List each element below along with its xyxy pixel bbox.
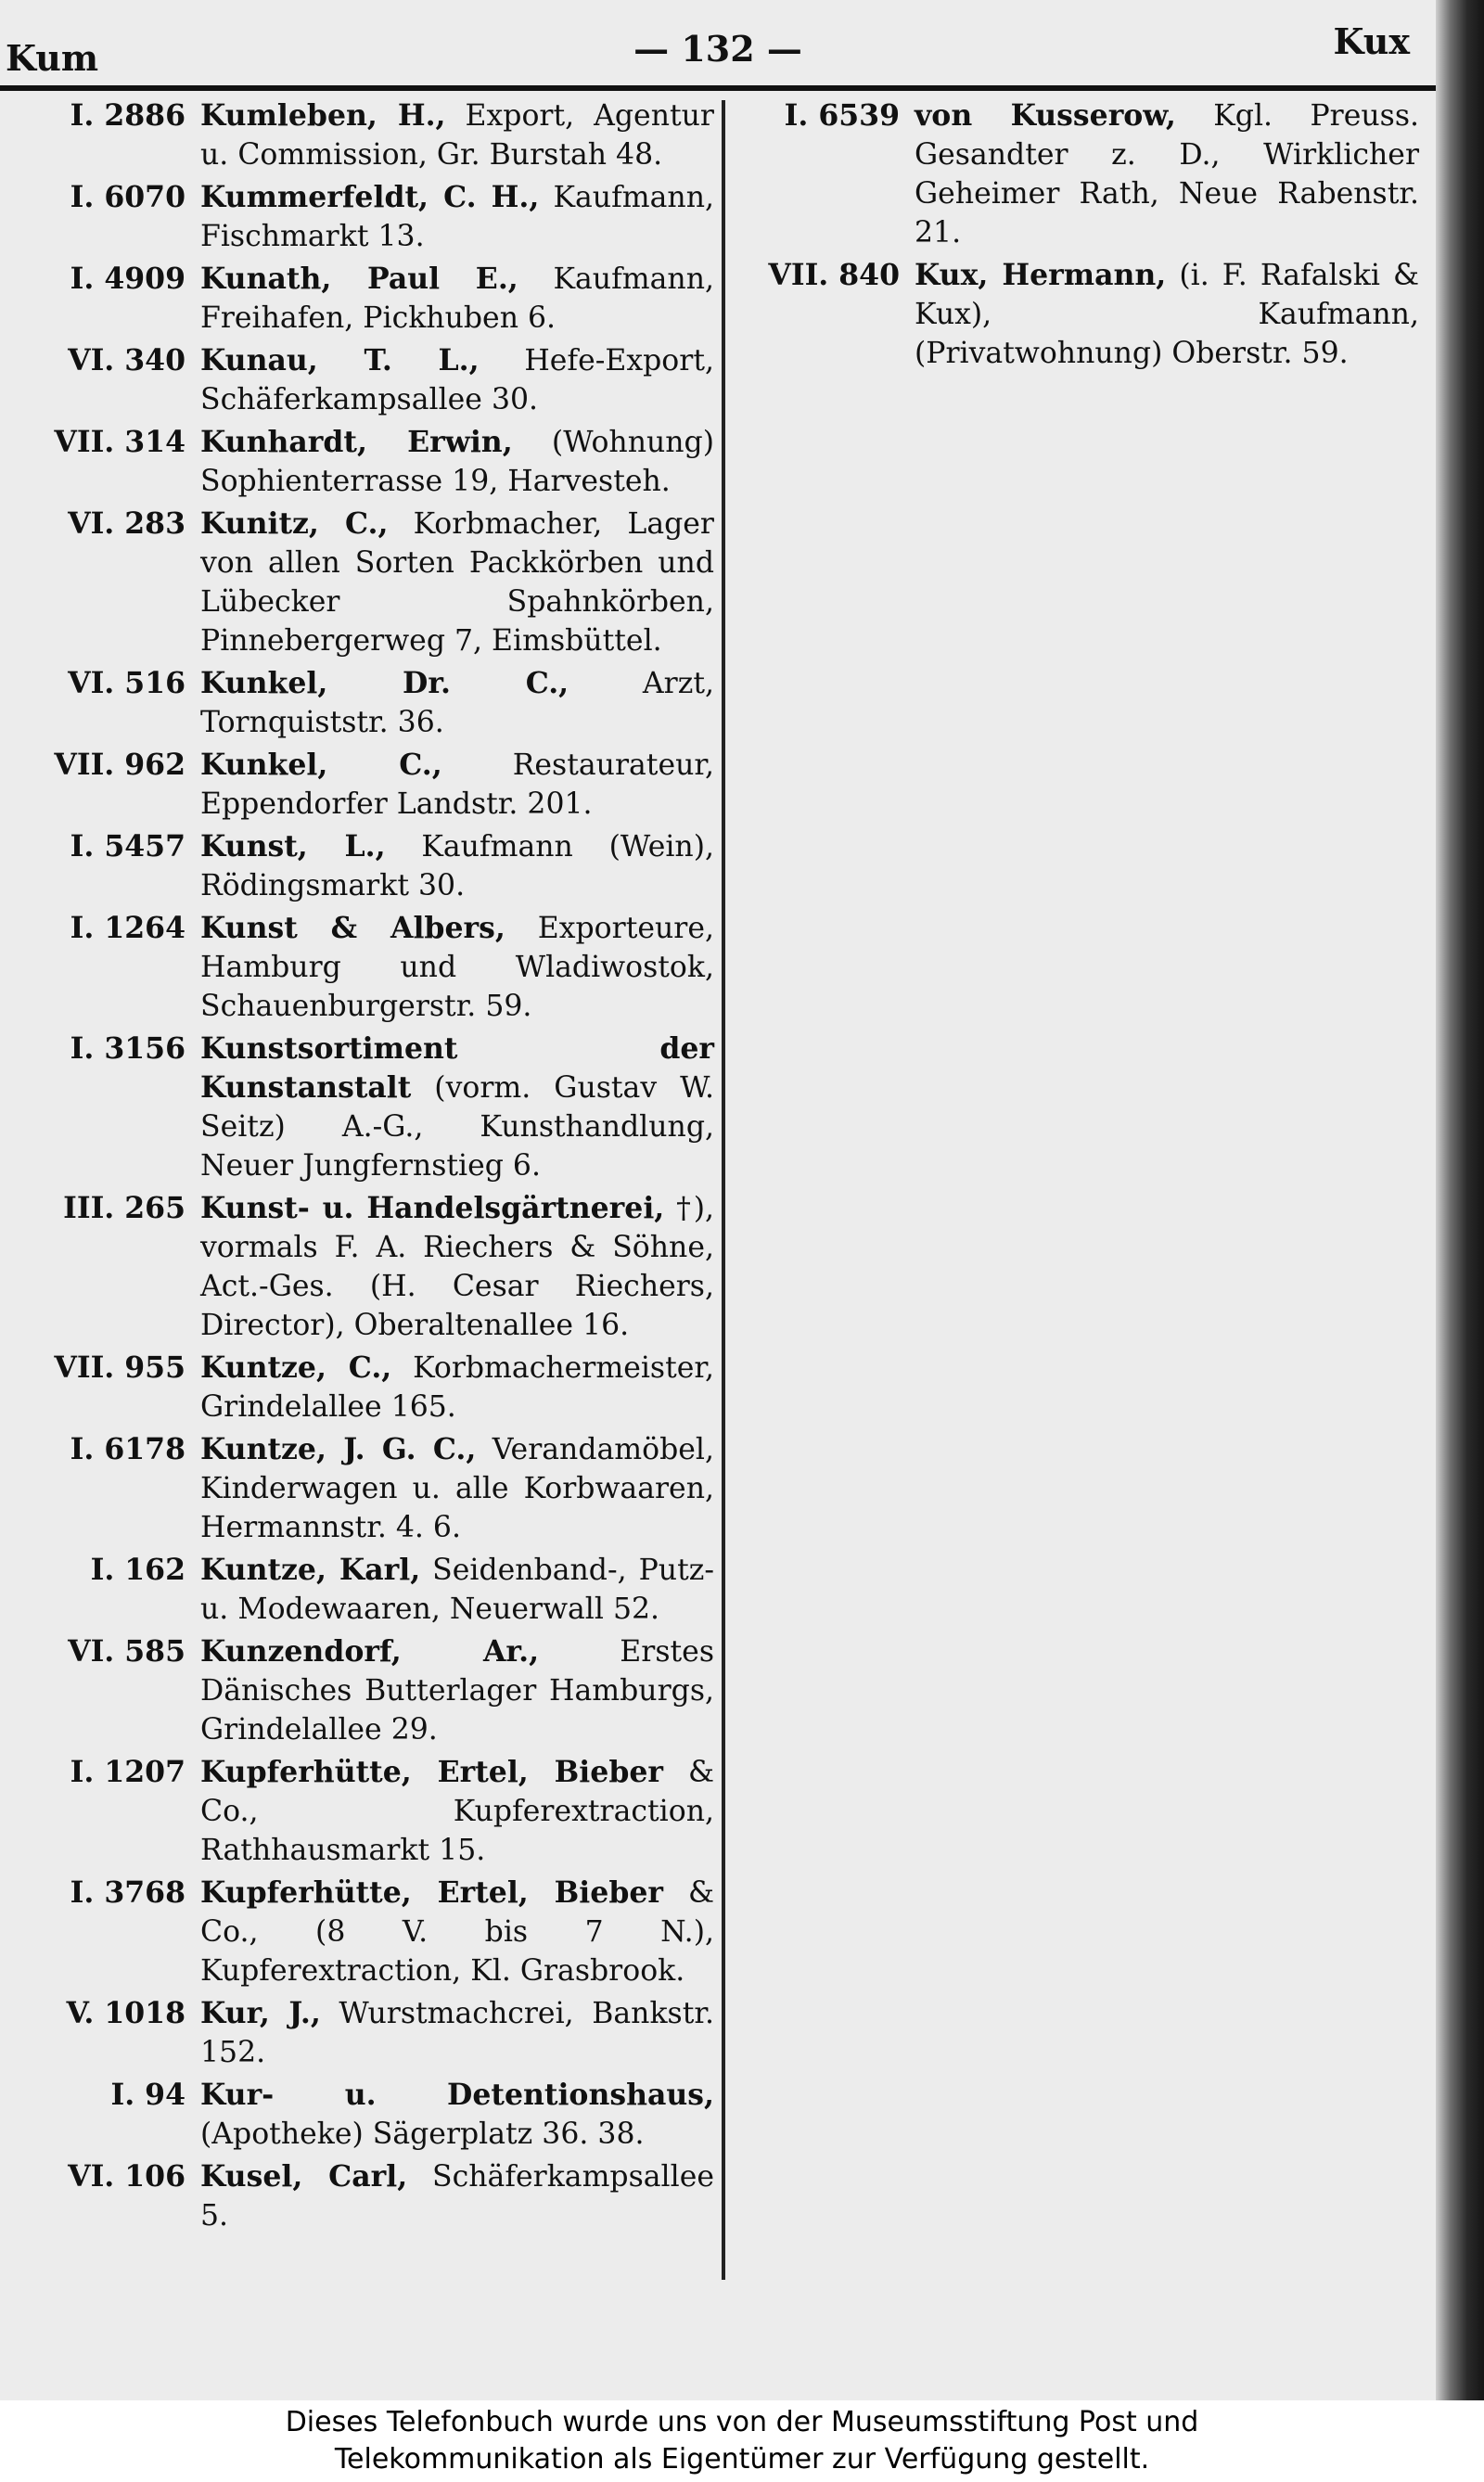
footer-line-2: Telekommunikation als Eigentümer zur Verfügung gestellt. — [334, 2443, 1150, 2476]
entry-body — [200, 909, 714, 1026]
entry-details: Exporteure, Hamburg und Wladiwostok, Schauenburgerstr. 59. — [200, 912, 714, 1023]
directory-entry — [0, 1753, 714, 1870]
directory-entry — [0, 341, 714, 419]
entry-details: (vorm. Gustav W. Seitz) A.-G., Kunsthandlung, Neuer Jungfernstieg 6. — [200, 1071, 714, 1183]
entry-body — [915, 256, 1419, 373]
phone-number: I. 162 — [90, 1553, 186, 1587]
directory-entry — [0, 2076, 714, 2154]
phone-number: III. 265 — [63, 1191, 186, 1225]
entry-details: †), vormals F. A. Riechers & Söhne, Act.-Ges. (H. Cesar Riechers, Director), Oberaltenallee 16. — [200, 1192, 714, 1342]
entry-name: Kunzendorf, Ar., — [200, 1634, 540, 1669]
directory-entry — [0, 746, 714, 824]
entry-body — [200, 1189, 714, 1345]
entry-body — [200, 178, 714, 256]
header-left-keyword: Kum — [6, 37, 99, 79]
phone-number: VI. 106 — [68, 2159, 186, 2194]
entry-name: Kuntze, J. G. C., — [200, 1432, 477, 1466]
directory-entry — [0, 505, 714, 660]
entry-details: Kaufmann, Fischmarkt 13. — [200, 181, 714, 253]
entry-body — [200, 96, 714, 174]
entry-name: Kunst, L., — [200, 829, 386, 864]
page-header — [0, 20, 1436, 85]
entry-body — [200, 2076, 714, 2154]
entry-name: Kux, Hermann, — [915, 258, 1167, 292]
directory-entry — [0, 1189, 714, 1345]
directory-entry — [0, 96, 714, 174]
phone-number: I. 1264 — [70, 911, 186, 945]
directory-entry — [0, 423, 714, 501]
entry-name: Kur, J., — [200, 1996, 321, 2030]
directory-entry — [0, 260, 714, 338]
directory-entry — [0, 827, 714, 905]
entry-name: Kupferhütte, Ertel, Bieber — [200, 1755, 663, 1789]
phone-number: VII. 840 — [768, 258, 900, 292]
page-edge-shadow — [1436, 0, 1484, 2400]
footer-notice — [0, 2400, 1484, 2482]
entry-body — [200, 1874, 714, 1990]
entry-details: Verandamöbel, Kinderwagen u. alle Korbwaaren, Hermannstr. 4. 6. — [200, 1433, 714, 1544]
entry-name: Kunath, Paul E., — [200, 262, 518, 296]
entry-body — [200, 1030, 714, 1185]
entry-name: Kusel, Carl, — [200, 2159, 408, 2194]
directory-entry — [0, 1874, 714, 1990]
directory-entry — [0, 1994, 714, 2072]
entry-name: Kur- u. Detentionshaus, — [200, 2078, 714, 2112]
entry-body — [200, 1994, 714, 2072]
entry-name: Kunst & Albers, — [200, 911, 505, 945]
directory-entry — [0, 1632, 714, 1749]
entry-body — [200, 827, 714, 905]
entry-name: Kumleben, H., — [200, 98, 446, 133]
entry-body — [200, 341, 714, 419]
directory-entry — [0, 1430, 714, 1547]
phone-number: I. 1207 — [70, 1755, 186, 1789]
phone-number: VII. 314 — [54, 425, 186, 459]
entry-name: Kunstsortiment der Kunstanstalt — [200, 1031, 714, 1105]
entry-details: Hefe-Export, Schäferkampsallee 30. — [200, 344, 714, 416]
phone-number: VI. 283 — [68, 506, 186, 541]
entry-details: Restaurateur, Eppendorfer Landstr. 201. — [200, 748, 714, 821]
phone-number: I. 6539 — [784, 98, 900, 133]
header-rule — [0, 85, 1436, 91]
entry-details: (Wohnung) Sophienterrasse 19, Harvesteh. — [200, 426, 715, 498]
entry-body — [200, 1430, 714, 1547]
entry-details: Korbmachermeister, Grindelallee 165. — [200, 1351, 714, 1424]
phone-number: I. 5457 — [70, 829, 186, 864]
entry-name: Kupferhütte, Ertel, Bieber — [200, 1875, 663, 1910]
directory-entry — [0, 1349, 714, 1427]
directory-entry — [0, 178, 714, 256]
entry-details: & Co., Kupferextraction, Rathhausmarkt 15. — [200, 1756, 714, 1867]
entry-details: (Apotheke) Sägerplatz 36. 38. — [200, 2117, 645, 2151]
entry-details: Kaufmann (Wein), Rödingsmarkt 30. — [200, 830, 714, 902]
entry-name: Kunitz, C., — [200, 506, 389, 541]
directory-entry — [733, 256, 1419, 373]
entry-details: (i. F. Rafalski & Kux), Kaufmann, (Privatwohnung) Oberstr. 59. — [915, 259, 1419, 370]
entry-details: Kgl. Preuss. Gesandter z. D., Wirklicher Geheimer Rath, Neue Rabenstr. 21. — [915, 99, 1419, 249]
footer-line-1: Dieses Telefonbuch wurde uns von der Museumsstiftung Post und — [285, 2406, 1199, 2438]
entry-details: & Co., (8 V. bis 7 N.), Kupferextraction, Kl. Grasbrook. — [200, 1876, 714, 1988]
phone-number: I. 2886 — [70, 98, 186, 133]
entry-name: von Kusserow, — [915, 98, 1176, 133]
entry-body — [200, 1551, 714, 1629]
directory-entry — [0, 1551, 714, 1629]
entry-body — [200, 423, 714, 501]
directory-entry — [733, 96, 1419, 252]
phone-number: I. 6178 — [70, 1432, 186, 1466]
phone-number: VI. 340 — [68, 343, 186, 377]
phone-number: VI. 585 — [68, 1634, 186, 1669]
entry-name: Kummerfeldt, C. H., — [200, 180, 540, 214]
entry-name: Kunhardt, Erwin, — [200, 425, 513, 459]
phone-number: I. 3156 — [70, 1031, 186, 1066]
entry-details: Korbmacher, Lager von allen Sorten Packkörben und Lübecker Spahnkörben, Pinnebergerweg 7, Eimsbüttel. — [200, 507, 714, 658]
left-column — [0, 96, 714, 2239]
phone-number: I. 4909 — [70, 262, 186, 296]
entry-details: Export, Agentur u. Commission, Gr. Burstah 48. — [200, 99, 714, 172]
entry-body — [200, 1753, 714, 1870]
phone-number: VII. 962 — [54, 748, 186, 782]
entry-body — [200, 2157, 714, 2235]
directory-entry — [0, 2157, 714, 2235]
directory-entry — [0, 909, 714, 1026]
phone-number: I. 94 — [110, 2078, 186, 2112]
phone-number: V. 1018 — [66, 1996, 186, 2030]
entry-details: Seidenband-, Putz- u. Modewaaren, Neuerwall 52. — [200, 1554, 714, 1626]
entry-name: Kuntze, C., — [200, 1350, 392, 1385]
header-right-keyword: Kux — [1333, 20, 1410, 62]
entry-name: Kunkel, C., — [200, 748, 442, 782]
directory-entry — [0, 1030, 714, 1185]
entry-body — [200, 746, 714, 824]
entry-name: Kuntze, Karl, — [200, 1553, 421, 1587]
entry-name: Kunst- u. Handelsgärtnerei, — [200, 1191, 665, 1225]
entry-details: Wurstmachcrei, Bankstr. 152. — [200, 1997, 714, 2069]
entry-body — [200, 1632, 714, 1749]
column-divider — [722, 100, 725, 2280]
entry-name: Kunau, T. L., — [200, 343, 480, 377]
right-column — [733, 96, 1419, 377]
page-number: — 132 — — [633, 28, 802, 70]
entry-body — [200, 260, 714, 338]
entry-body — [200, 1349, 714, 1427]
directory-entry — [0, 664, 714, 742]
entry-body — [915, 96, 1419, 252]
entry-details: Kaufmann, Freihafen, Pickhuben 6. — [200, 262, 714, 335]
phone-number: I. 6070 — [70, 180, 186, 214]
entry-details: Schäferkampsallee 5. — [200, 2160, 714, 2233]
phone-number: VI. 516 — [68, 666, 186, 700]
entry-body — [200, 505, 714, 660]
entry-body — [200, 664, 714, 742]
entry-details: Arzt, Tornquiststr. 36. — [200, 667, 714, 739]
entry-name: Kunkel, Dr. C., — [200, 666, 569, 700]
phone-number: VII. 955 — [54, 1350, 186, 1385]
entry-details: Erstes Dänisches Butterlager Hamburgs, Grindelallee 29. — [200, 1635, 714, 1746]
phone-number: I. 3768 — [70, 1875, 186, 1910]
